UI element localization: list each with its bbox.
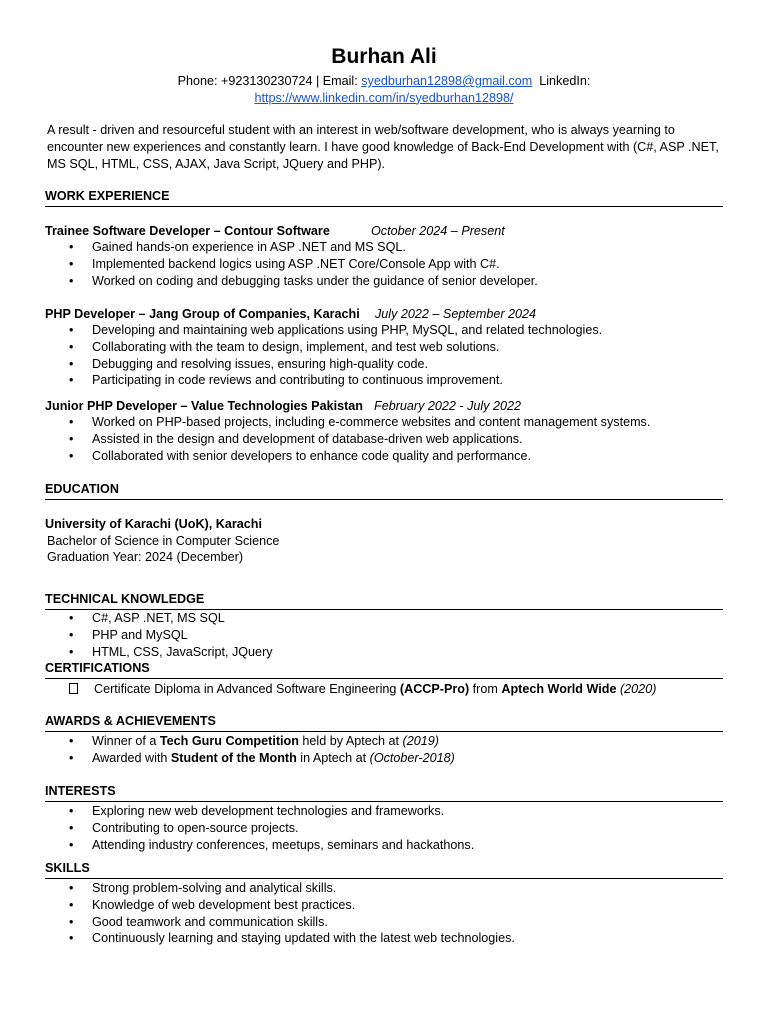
linkedin-link[interactable]: https://www.linkedin.com/in/syedburhan12898/ <box>254 90 514 105</box>
award-name: Student of the Month <box>170 750 297 765</box>
award-text: Awarded with <box>92 750 171 765</box>
certification-from: from <box>469 682 502 696</box>
certification-item <box>69 681 656 698</box>
list-item <box>45 733 455 750</box>
list-item: • Implemented backend logics using ASP .NET Core/Console App with C#. <box>45 256 538 273</box>
job-bullets <box>45 322 602 389</box>
job-title: PHP Developer – Jang Group of Companies, Karachi <box>45 307 360 321</box>
list-item: • Good teamwork and communication skills. <box>45 914 515 931</box>
award-text: in Aptech at <box>296 750 370 765</box>
checkbox-bullet-icon <box>69 683 78 694</box>
list-item: • Attending industry conferences, meetups, seminars and hackathons. <box>45 837 474 854</box>
candidate-name: Burhan Ali <box>331 45 437 68</box>
job-bullets <box>45 239 538 289</box>
linkedin-label: LinkedIn: <box>539 74 591 88</box>
job-heading <box>45 306 537 323</box>
section-heading-awards: AWARDS & ACHIEVEMENTS <box>45 713 723 732</box>
list-item: • C#, ASP .NET, MS SQL <box>45 610 273 627</box>
list-item: • Knowledge of web development best practices. <box>45 897 515 914</box>
education-degree: Bachelor of Science in Computer Science <box>47 534 280 548</box>
certification-institute: Aptech World Wide <box>501 682 617 696</box>
award-date: (October-2018) <box>369 750 455 765</box>
list-item: • Developing and maintaining web applications using PHP, MySQL, and related technologies. <box>45 322 602 339</box>
job-dates: February 2022 - July 2022 <box>374 399 522 413</box>
skills-list <box>45 880 515 947</box>
list-item <box>45 750 455 767</box>
award-date: (2019) <box>402 734 439 748</box>
technical-list <box>45 610 273 660</box>
certification-year: (2020) <box>616 682 657 696</box>
education-school: University of Karachi (UoK), Karachi <box>45 517 262 531</box>
section-heading-education: EDUCATION <box>45 481 723 500</box>
education-graduation: Graduation Year: 2024 (December) <box>47 550 244 564</box>
section-heading-certifications: CERTIFICATIONS <box>45 660 723 679</box>
section-heading-work: WORK EXPERIENCE <box>45 188 723 207</box>
section-heading-interests: INTERESTS <box>45 783 723 802</box>
award-text: Winner of a <box>92 734 160 748</box>
list-item: • Collaborating with the team to design, implement, and test web solutions. <box>45 339 602 356</box>
list-item: • Contributing to open-source projects. <box>45 820 474 837</box>
job-dates: July 2022 – September 2024 <box>375 307 537 321</box>
job-heading <box>45 398 522 415</box>
award-text: held by Aptech at <box>298 734 403 748</box>
list-item: • Worked on coding and debugging tasks under the guidance of senior developer. <box>45 273 538 290</box>
interests-list <box>45 803 474 853</box>
list-item: • Continuously learning and staying updated with the latest web technologies. <box>45 930 515 947</box>
list-item: • Participating in code reviews and contributing to continuous improvement. <box>45 372 602 389</box>
award-name: Tech Guru Competition <box>159 734 299 748</box>
list-item: • Assisted in the design and development of database-driven web applications. <box>45 431 650 448</box>
job-title: Junior PHP Developer – Value Technologies Pakistan <box>45 399 363 413</box>
certification-program: (ACCP-Pro) <box>399 682 470 696</box>
email-link[interactable]: syedburhan12898@gmail.com <box>361 74 533 88</box>
certification-text: Certificate Diploma in Advanced Software Engineering <box>94 682 400 696</box>
list-item: • Strong problem-solving and analytical skills. <box>45 880 515 897</box>
summary-paragraph: A result - driven and resourceful student with an interest in web/software development, who is always yearning to encounter new experiences and constantly learn. I have good knowledge of Back-End Development with (C#, ASP .NET, MS SQL, HTML, CSS, AJAX, Java Script, JQuery and PHP). <box>47 123 719 171</box>
contact-block <box>45 73 723 107</box>
list-item: • Exploring new web development technologies and frameworks. <box>45 803 474 820</box>
list-item: • HTML, CSS, JavaScript, JQuery <box>45 644 273 661</box>
section-heading-technical: TECHNICAL KNOWLEDGE <box>45 591 723 610</box>
job-title: Trainee Software Developer – Contour Software <box>45 224 330 238</box>
awards-list <box>45 733 455 767</box>
list-item: • Collaborated with senior developers to enhance code quality and performance. <box>45 448 650 465</box>
list-item: • Gained hands-on experience in ASP .NET and MS SQL. <box>45 239 538 256</box>
phone-email-label: Phone: +923130230724 | Email: <box>177 74 362 88</box>
job-dates: October 2024 – Present <box>371 224 505 238</box>
job-heading <box>45 223 505 240</box>
list-item: • PHP and MySQL <box>45 627 273 644</box>
list-item: • Worked on PHP-based projects, including e-commerce websites and content management systems. <box>45 414 650 431</box>
job-bullets <box>45 414 650 464</box>
section-heading-skills: SKILLS <box>45 860 723 879</box>
list-item: • Debugging and resolving issues, ensuring high-quality code. <box>45 356 602 373</box>
